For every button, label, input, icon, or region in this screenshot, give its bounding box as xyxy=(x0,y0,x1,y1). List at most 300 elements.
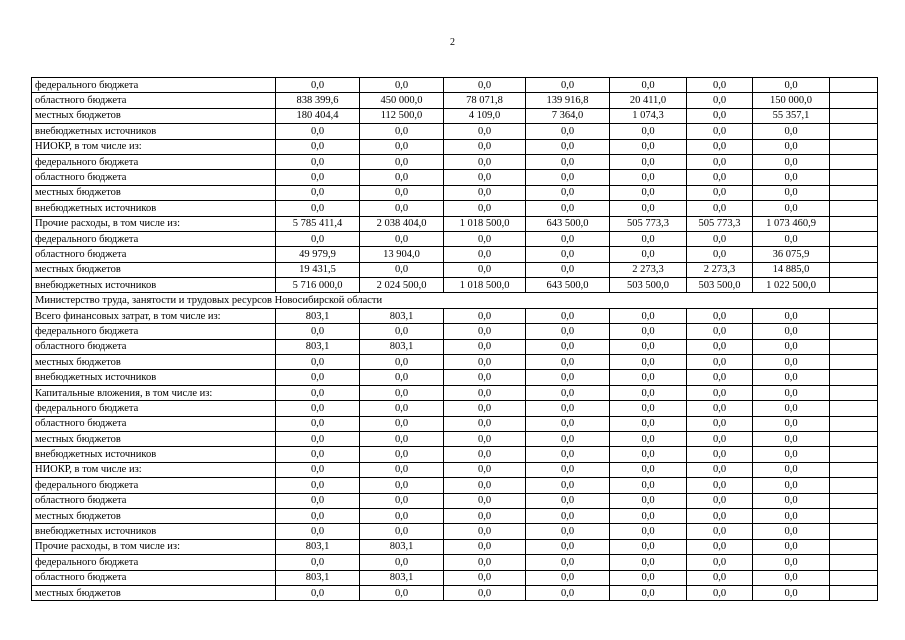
table-row xyxy=(32,201,878,216)
table-cell: 0,0 xyxy=(360,139,444,154)
table-cell xyxy=(830,431,878,446)
table-cell: 838 399,6 xyxy=(276,93,360,108)
table-cell: 0,0 xyxy=(610,170,687,185)
table-row xyxy=(32,508,878,523)
table-cell xyxy=(830,370,878,385)
table-cell: 0,0 xyxy=(610,570,687,585)
table-cell: 0,0 xyxy=(610,524,687,539)
table-cell: 0,0 xyxy=(360,262,444,277)
table-cell: 0,0 xyxy=(360,124,444,139)
table-cell: 0,0 xyxy=(610,139,687,154)
table-cell: 0,0 xyxy=(753,124,830,139)
table-cell: 0,0 xyxy=(687,308,753,323)
table-cell: 0,0 xyxy=(360,431,444,446)
table-cell: 0,0 xyxy=(444,324,526,339)
table-cell xyxy=(830,154,878,169)
table-row xyxy=(32,570,878,585)
table-cell xyxy=(830,401,878,416)
table-cell: 1 018 500,0 xyxy=(444,278,526,293)
table-cell: 49 979,9 xyxy=(276,247,360,262)
table-cell xyxy=(830,124,878,139)
table-row xyxy=(32,262,878,277)
table-cell: 0,0 xyxy=(526,185,610,200)
table-cell: 0,0 xyxy=(276,154,360,169)
table-cell: 0,0 xyxy=(444,401,526,416)
table-row xyxy=(32,231,878,246)
table-cell: 0,0 xyxy=(526,324,610,339)
table-cell: 0,0 xyxy=(610,416,687,431)
table-cell: 0,0 xyxy=(526,78,610,93)
table-cell: 0,0 xyxy=(687,339,753,354)
row-label: федерального бюджета xyxy=(32,555,276,570)
table-row xyxy=(32,370,878,385)
table-cell: 0,0 xyxy=(360,508,444,523)
table-cell: 0,0 xyxy=(444,416,526,431)
table-cell: 0,0 xyxy=(753,139,830,154)
table-cell: 0,0 xyxy=(276,524,360,539)
table-cell: 0,0 xyxy=(444,170,526,185)
table-cell xyxy=(830,247,878,262)
table-cell: 0,0 xyxy=(526,539,610,554)
table-cell: 503 500,0 xyxy=(687,278,753,293)
table-cell: 0,0 xyxy=(687,93,753,108)
table-row xyxy=(32,139,878,154)
table-cell: 0,0 xyxy=(526,478,610,493)
table-cell: 36 075,9 xyxy=(753,247,830,262)
table-cell xyxy=(830,339,878,354)
table-cell: 0,0 xyxy=(276,139,360,154)
table-cell: 0,0 xyxy=(687,493,753,508)
table-cell: 0,0 xyxy=(610,401,687,416)
table-cell: 0,0 xyxy=(526,154,610,169)
row-label: местных бюджетов xyxy=(32,262,276,277)
table-cell xyxy=(830,216,878,231)
table-cell: 0,0 xyxy=(687,324,753,339)
table-cell: 0,0 xyxy=(276,508,360,523)
row-label: местных бюджетов xyxy=(32,355,276,370)
table-cell: 0,0 xyxy=(360,447,444,462)
table-cell: 803,1 xyxy=(360,539,444,554)
table-cell: 0,0 xyxy=(687,462,753,477)
table-cell: 0,0 xyxy=(610,431,687,446)
table-cell: 0,0 xyxy=(444,493,526,508)
table-cell: 0,0 xyxy=(753,201,830,216)
table-cell xyxy=(830,93,878,108)
table-cell: 0,0 xyxy=(753,539,830,554)
table-cell: 0,0 xyxy=(687,247,753,262)
table-cell: 0,0 xyxy=(526,585,610,600)
row-label: местных бюджетов xyxy=(32,185,276,200)
table-cell: 803,1 xyxy=(360,339,444,354)
section-header-row xyxy=(32,293,878,308)
table-cell xyxy=(830,231,878,246)
section-title: Министерство труда, занятости и трудовых ресурсов Новосибирской области xyxy=(32,293,878,308)
table-cell: 0,0 xyxy=(687,170,753,185)
table-cell: 0,0 xyxy=(444,231,526,246)
table-cell: 0,0 xyxy=(753,508,830,523)
table-cell: 20 411,0 xyxy=(610,93,687,108)
table-cell: 0,0 xyxy=(610,385,687,400)
table-cell: 0,0 xyxy=(687,478,753,493)
table-cell: 0,0 xyxy=(444,154,526,169)
table-cell: 0,0 xyxy=(610,539,687,554)
table-cell: 0,0 xyxy=(610,154,687,169)
table-row xyxy=(32,108,878,123)
table-cell: 505 773,3 xyxy=(687,216,753,231)
table-cell: 0,0 xyxy=(526,139,610,154)
table-cell: 0,0 xyxy=(360,201,444,216)
table-row xyxy=(32,339,878,354)
table-cell: 0,0 xyxy=(526,201,610,216)
table-cell: 0,0 xyxy=(753,431,830,446)
table-cell: 0,0 xyxy=(687,524,753,539)
table-cell: 803,1 xyxy=(276,308,360,323)
row-label: внебюджетных источников xyxy=(32,278,276,293)
table-cell: 0,0 xyxy=(276,385,360,400)
table-cell: 0,0 xyxy=(526,370,610,385)
table-cell: 0,0 xyxy=(610,462,687,477)
table-cell: 0,0 xyxy=(276,170,360,185)
table-cell: 0,0 xyxy=(526,401,610,416)
table-cell xyxy=(830,508,878,523)
table-cell: 0,0 xyxy=(753,555,830,570)
table-cell: 5 785 411,4 xyxy=(276,216,360,231)
table-cell: 0,0 xyxy=(360,370,444,385)
table-cell: 0,0 xyxy=(444,462,526,477)
table-cell: 0,0 xyxy=(753,493,830,508)
table-cell: 0,0 xyxy=(526,416,610,431)
table-cell xyxy=(830,355,878,370)
table-cell: 0,0 xyxy=(444,478,526,493)
table-row xyxy=(32,324,878,339)
table-cell: 0,0 xyxy=(687,154,753,169)
table-cell: 0,0 xyxy=(687,555,753,570)
row-label: Прочие расходы, в том числе из: xyxy=(32,539,276,554)
row-label: областного бюджета xyxy=(32,93,276,108)
table-cell: 0,0 xyxy=(610,185,687,200)
table-cell: 0,0 xyxy=(444,370,526,385)
table-cell: 0,0 xyxy=(444,539,526,554)
table-cell: 0,0 xyxy=(526,385,610,400)
table-cell: 0,0 xyxy=(526,447,610,462)
table-cell: 0,0 xyxy=(526,262,610,277)
table-cell: 0,0 xyxy=(753,231,830,246)
table-cell: 180 404,4 xyxy=(276,108,360,123)
table-cell: 0,0 xyxy=(687,385,753,400)
table-cell: 0,0 xyxy=(276,478,360,493)
table-cell: 803,1 xyxy=(276,570,360,585)
table-cell: 0,0 xyxy=(610,201,687,216)
table-cell: 0,0 xyxy=(687,355,753,370)
table-cell: 0,0 xyxy=(753,355,830,370)
table-cell: 4 109,0 xyxy=(444,108,526,123)
table-cell: 0,0 xyxy=(276,201,360,216)
table-cell: 0,0 xyxy=(444,262,526,277)
table-cell: 0,0 xyxy=(753,570,830,585)
table-cell: 0,0 xyxy=(753,308,830,323)
table-cell: 0,0 xyxy=(687,585,753,600)
row-label: федерального бюджета xyxy=(32,478,276,493)
table-cell xyxy=(830,78,878,93)
table-cell: 14 885,0 xyxy=(753,262,830,277)
table-cell: 643 500,0 xyxy=(526,278,610,293)
table-cell xyxy=(830,185,878,200)
budget-table xyxy=(31,77,878,601)
row-label: федерального бюджета xyxy=(32,401,276,416)
table-cell: 0,0 xyxy=(444,355,526,370)
table-cell: 0,0 xyxy=(360,462,444,477)
table-cell: 0,0 xyxy=(526,524,610,539)
table-cell: 0,0 xyxy=(276,585,360,600)
table-row xyxy=(32,93,878,108)
table-row xyxy=(32,278,878,293)
table-cell: 505 773,3 xyxy=(610,216,687,231)
table-cell: 643 500,0 xyxy=(526,216,610,231)
table-cell: 7 364,0 xyxy=(526,108,610,123)
table-cell xyxy=(830,447,878,462)
table-row xyxy=(32,431,878,446)
row-label: местных бюджетов xyxy=(32,431,276,446)
table-cell: 0,0 xyxy=(687,370,753,385)
table-cell: 0,0 xyxy=(526,231,610,246)
table-cell: 2 273,3 xyxy=(610,262,687,277)
table-row xyxy=(32,462,878,477)
page-number: 2 xyxy=(450,37,455,48)
table-cell: 0,0 xyxy=(526,170,610,185)
table-cell: 0,0 xyxy=(753,324,830,339)
table-cell: 0,0 xyxy=(687,416,753,431)
table-cell: 0,0 xyxy=(687,139,753,154)
table-row xyxy=(32,555,878,570)
table-cell: 0,0 xyxy=(444,585,526,600)
table-cell: 0,0 xyxy=(753,339,830,354)
table-cell: 0,0 xyxy=(687,401,753,416)
table-cell: 2 024 500,0 xyxy=(360,278,444,293)
table-cell: 803,1 xyxy=(276,539,360,554)
table-row xyxy=(32,355,878,370)
table-cell: 0,0 xyxy=(360,385,444,400)
table-cell: 0,0 xyxy=(276,370,360,385)
table-cell: 803,1 xyxy=(360,308,444,323)
table-cell: 0,0 xyxy=(526,508,610,523)
table-cell: 0,0 xyxy=(444,247,526,262)
table-cell: 0,0 xyxy=(610,478,687,493)
table-cell xyxy=(830,478,878,493)
table-cell: 0,0 xyxy=(444,339,526,354)
table-cell: 0,0 xyxy=(444,385,526,400)
row-label: НИОКР, в том числе из: xyxy=(32,139,276,154)
table-cell xyxy=(830,462,878,477)
table-cell: 0,0 xyxy=(753,170,830,185)
table-row xyxy=(32,524,878,539)
table-cell: 0,0 xyxy=(444,201,526,216)
table-row xyxy=(32,154,878,169)
table-cell: 0,0 xyxy=(753,154,830,169)
table-cell: 0,0 xyxy=(753,524,830,539)
table-cell: 0,0 xyxy=(526,570,610,585)
table-cell: 0,0 xyxy=(276,324,360,339)
table-cell xyxy=(830,139,878,154)
table-row xyxy=(32,185,878,200)
table-cell: 0,0 xyxy=(276,493,360,508)
table-cell xyxy=(830,201,878,216)
table-cell xyxy=(830,555,878,570)
row-label: внебюджетных источников xyxy=(32,124,276,139)
table-cell: 0,0 xyxy=(360,78,444,93)
table-cell: 0,0 xyxy=(753,585,830,600)
table-row xyxy=(32,247,878,262)
table-cell: 0,0 xyxy=(753,370,830,385)
table-cell: 139 916,8 xyxy=(526,93,610,108)
table-cell: 0,0 xyxy=(753,447,830,462)
table-cell xyxy=(830,570,878,585)
table-cell xyxy=(830,278,878,293)
table-cell xyxy=(830,170,878,185)
row-label: НИОКР, в том числе из: xyxy=(32,462,276,477)
table-cell: 5 716 000,0 xyxy=(276,278,360,293)
table-cell: 0,0 xyxy=(360,416,444,431)
table-cell: 0,0 xyxy=(687,185,753,200)
table-cell xyxy=(830,108,878,123)
table-cell: 0,0 xyxy=(687,508,753,523)
row-label: областного бюджета xyxy=(32,570,276,585)
row-label: областного бюджета xyxy=(32,339,276,354)
row-label: местных бюджетов xyxy=(32,585,276,600)
table-cell: 1 073 460,9 xyxy=(753,216,830,231)
table-row xyxy=(32,308,878,323)
row-label: Капитальные вложения, в том числе из: xyxy=(32,385,276,400)
table-cell: 0,0 xyxy=(360,401,444,416)
table-cell: 0,0 xyxy=(753,478,830,493)
table-cell: 0,0 xyxy=(444,570,526,585)
row-label: местных бюджетов xyxy=(32,508,276,523)
table-cell: 0,0 xyxy=(687,447,753,462)
table-cell: 803,1 xyxy=(360,570,444,585)
table-cell: 0,0 xyxy=(276,416,360,431)
table-cell: 0,0 xyxy=(610,447,687,462)
table-cell: 0,0 xyxy=(753,78,830,93)
table-cell: 0,0 xyxy=(687,78,753,93)
row-label: областного бюджета xyxy=(32,493,276,508)
table-cell: 0,0 xyxy=(526,462,610,477)
row-label: областного бюджета xyxy=(32,170,276,185)
table-cell xyxy=(830,524,878,539)
table-cell: 803,1 xyxy=(276,339,360,354)
table-cell: 0,0 xyxy=(276,78,360,93)
table-cell: 0,0 xyxy=(753,185,830,200)
table-cell xyxy=(830,308,878,323)
table-cell: 0,0 xyxy=(610,370,687,385)
table-cell: 0,0 xyxy=(610,339,687,354)
table-cell: 0,0 xyxy=(687,108,753,123)
table-row xyxy=(32,78,878,93)
table-cell: 0,0 xyxy=(610,78,687,93)
table-cell: 0,0 xyxy=(444,139,526,154)
table-cell: 0,0 xyxy=(610,324,687,339)
table-cell: 0,0 xyxy=(360,231,444,246)
table-row xyxy=(32,401,878,416)
table-cell: 1 074,3 xyxy=(610,108,687,123)
table-cell xyxy=(830,262,878,277)
table-cell: 0,0 xyxy=(360,493,444,508)
table-cell xyxy=(830,585,878,600)
row-label: внебюджетных источников xyxy=(32,201,276,216)
table-cell: 450 000,0 xyxy=(360,93,444,108)
table-cell: 0,0 xyxy=(444,185,526,200)
row-label: федерального бюджета xyxy=(32,324,276,339)
table-row xyxy=(32,216,878,231)
table-cell: 0,0 xyxy=(753,385,830,400)
table-row xyxy=(32,539,878,554)
table-cell: 0,0 xyxy=(610,585,687,600)
table-cell: 0,0 xyxy=(526,355,610,370)
row-label: федерального бюджета xyxy=(32,78,276,93)
table-cell: 0,0 xyxy=(444,447,526,462)
table-cell: 0,0 xyxy=(444,508,526,523)
table-cell: 0,0 xyxy=(526,431,610,446)
table-cell xyxy=(830,493,878,508)
row-label: областного бюджета xyxy=(32,416,276,431)
table-cell: 112 500,0 xyxy=(360,108,444,123)
table-cell: 0,0 xyxy=(687,570,753,585)
table-cell: 0,0 xyxy=(444,78,526,93)
table-row xyxy=(32,170,878,185)
budget-table-body xyxy=(32,78,878,601)
table-cell: 0,0 xyxy=(753,416,830,431)
table-row xyxy=(32,585,878,600)
row-label: федерального бюджета xyxy=(32,154,276,169)
table-cell: 0,0 xyxy=(610,508,687,523)
table-cell: 0,0 xyxy=(444,308,526,323)
row-label: внебюджетных источников xyxy=(32,370,276,385)
table-cell: 0,0 xyxy=(360,154,444,169)
table-cell: 0,0 xyxy=(276,431,360,446)
table-cell: 0,0 xyxy=(276,355,360,370)
table-row xyxy=(32,493,878,508)
table-cell: 0,0 xyxy=(276,462,360,477)
table-row xyxy=(32,124,878,139)
table-cell: 0,0 xyxy=(444,431,526,446)
table-cell: 78 071,8 xyxy=(444,93,526,108)
table-row xyxy=(32,447,878,462)
table-cell: 0,0 xyxy=(687,539,753,554)
table-cell: 0,0 xyxy=(360,555,444,570)
table-cell: 0,0 xyxy=(610,308,687,323)
table-cell: 19 431,5 xyxy=(276,262,360,277)
table-cell: 0,0 xyxy=(610,555,687,570)
table-cell: 2 273,3 xyxy=(687,262,753,277)
table-cell: 0,0 xyxy=(444,124,526,139)
table-cell xyxy=(830,385,878,400)
table-cell: 0,0 xyxy=(360,355,444,370)
table-cell: 0,0 xyxy=(610,124,687,139)
table-cell: 0,0 xyxy=(687,231,753,246)
row-label: внебюджетных источников xyxy=(32,447,276,462)
table-cell: 0,0 xyxy=(526,124,610,139)
table-cell: 0,0 xyxy=(444,555,526,570)
table-cell xyxy=(830,416,878,431)
table-cell: 0,0 xyxy=(360,524,444,539)
table-row xyxy=(32,385,878,400)
table-cell: 0,0 xyxy=(360,478,444,493)
table-cell: 150 000,0 xyxy=(753,93,830,108)
table-cell: 0,0 xyxy=(276,555,360,570)
row-label: Всего финансовых затрат, в том числе из: xyxy=(32,308,276,323)
table-cell: 0,0 xyxy=(444,524,526,539)
table-cell: 0,0 xyxy=(526,339,610,354)
table-cell: 2 038 404,0 xyxy=(360,216,444,231)
table-cell: 0,0 xyxy=(276,447,360,462)
